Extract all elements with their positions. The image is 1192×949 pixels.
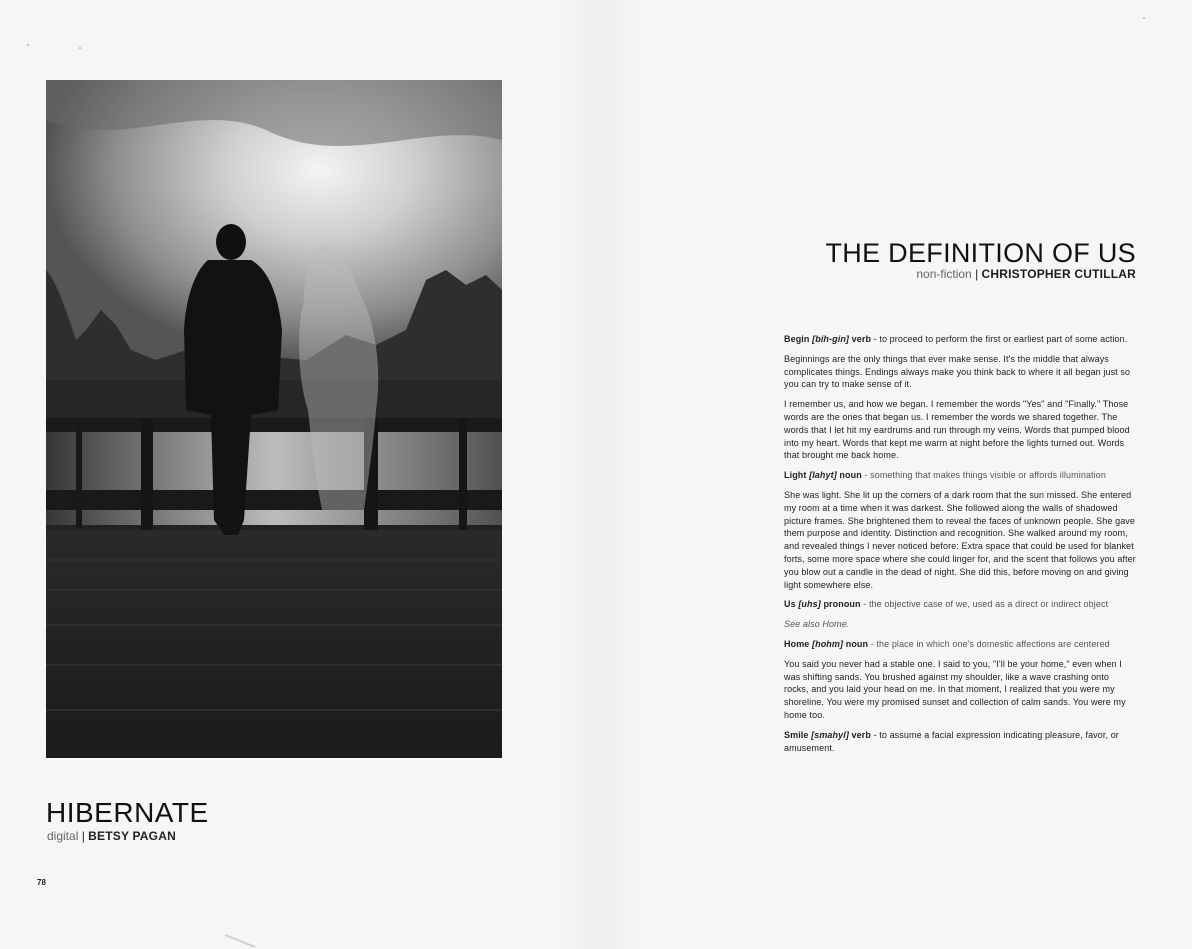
definition-home — [784, 638, 1136, 651]
story-genre: non-fiction — [916, 267, 972, 281]
def-part-of-speech: verb — [851, 729, 871, 740]
see-also: See also Home. — [784, 619, 850, 630]
def-part-of-speech: verb — [851, 334, 872, 344]
definition-smile — [784, 729, 1136, 755]
def-text: - the place in which one's domestic affections are centered — [868, 638, 1110, 649]
def-text: - to assume a facial expression indicating pleasure, favor, or amusement. — [784, 729, 1119, 753]
def-text: - to proceed to perform the first or earliest part of some action. — [871, 334, 1128, 344]
hibernate-photograph — [46, 80, 502, 758]
def-text: - something that makes things visible or affords illumination — [861, 470, 1106, 481]
def-part-of-speech: pronoun — [823, 599, 861, 610]
def-word: Us — [784, 599, 796, 610]
story-body — [784, 333, 1136, 761]
def-pronunciation: [hohm] — [812, 638, 844, 649]
def-text: - the objective case of we, used as a direct or indirect object — [860, 599, 1109, 610]
paragraph: You said you never had a stable one. I said to you, "I'll be your home," even when I was shifting sands. You brushed against my shoulder, like a wave crashing onto rocks, and you laid your head on me. In that moment, I realized that you were my shoreline. You were my promised sunset and collection of calm sands. You were my home too. — [784, 658, 1126, 720]
def-part-of-speech: noun — [845, 638, 869, 649]
author-name: CHRISTOPHER CUTILLAR — [981, 267, 1136, 281]
def-pronunciation: [smahyl] — [811, 729, 849, 740]
def-word: Smile — [784, 729, 809, 740]
def-word: Home — [784, 638, 810, 649]
paragraph: Beginnings are the only things that ever make sense. It's the middle that always complicates things. Endings always make you think back to where it all began just so you can try to make sense of it. — [784, 353, 1131, 390]
artwork-byline — [47, 829, 176, 843]
def-pronunciation: [lahyt] — [809, 470, 837, 481]
def-pronunciation: [bih-gin] — [812, 334, 850, 344]
def-pronunciation: [uhs] — [798, 599, 821, 610]
artwork-medium: digital — [47, 829, 79, 843]
paragraph: She was light. She lit up the corners of a dark room that the sun missed. She entered my room at a time when it was darkest. She followed along the walls of shadowed picture frames. She brightened them to reveal the faces of unknown people. She gave them purpose and identity. Distinction and recognition. She walked around my room, and revealed things I never noticed before: Extra space that could be used for blanket forts, some more space where she could linger for, and the scent that follows you after you blow out a candle in the dead of night. She did this, before moving on and giving light somewhere else. — [784, 489, 1136, 590]
def-part-of-speech: noun — [839, 470, 862, 481]
byline-separator: | — [81, 829, 85, 843]
story-byline — [916, 267, 1136, 281]
definition-begin — [784, 333, 1136, 346]
def-word: Begin — [784, 334, 810, 344]
definition-us — [784, 598, 1136, 611]
definition-light — [784, 469, 1136, 482]
story-title: THE DEFINITION OF US — [825, 238, 1136, 268]
artwork-title: HIBERNATE — [46, 797, 209, 828]
byline-separator: | — [975, 267, 979, 281]
page-number: 78 — [37, 878, 46, 887]
artist-name: BETSY PAGAN — [88, 829, 176, 843]
paragraph: I remember us, and how we began. I remember the words "Yes" and "Finally." Those words are the ones that began us. I remember the words we shared together. The words that I let hit my eardrums and run through my veins. Words that pumped blood into my heart. Words that kept me warm at night before the lights turned out. Words that brought me back home. — [784, 399, 1130, 461]
def-word: Light — [784, 470, 807, 481]
